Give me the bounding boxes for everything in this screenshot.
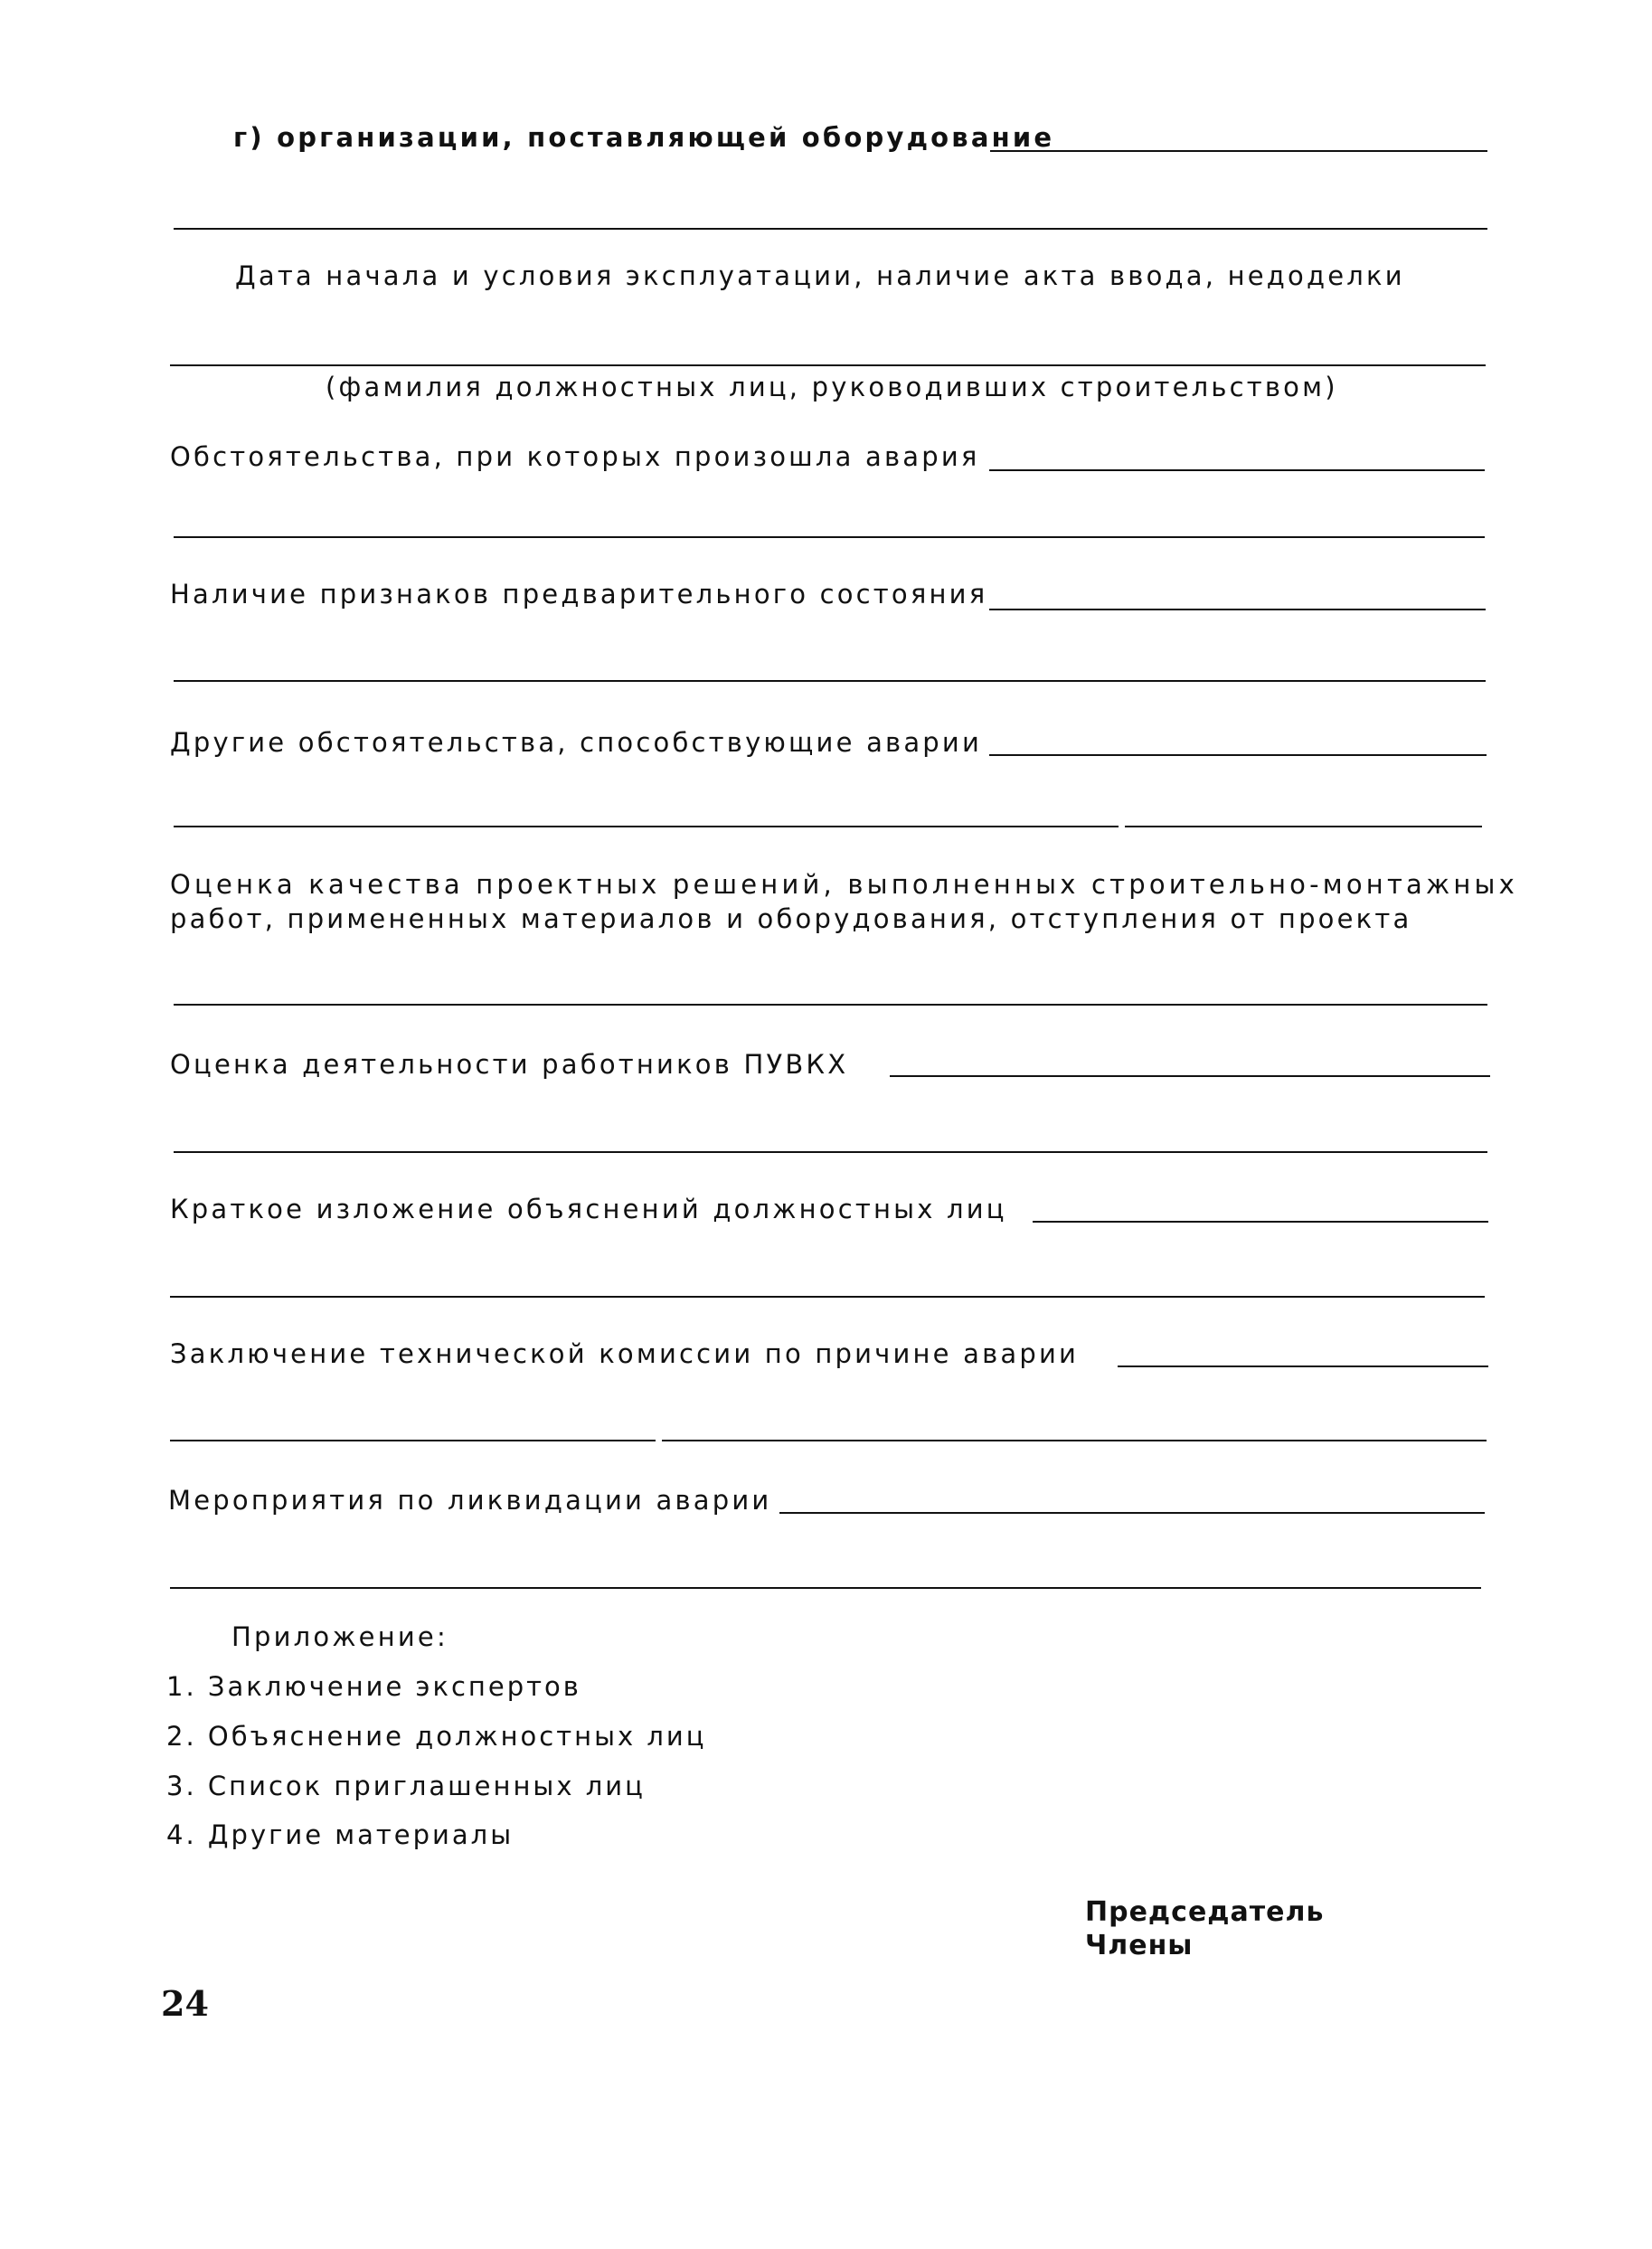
quality-label-line1: Оценка качества проектных решений, выполненных строительно-монтажных	[170, 869, 1518, 900]
appendix-item: 4. Другие материалы	[166, 1819, 514, 1850]
measures-line	[779, 1512, 1485, 1514]
appendix-item: 3. Список приглашенных лиц	[166, 1771, 646, 1801]
chairman-label: Председатель	[1085, 1896, 1325, 1928]
signs-line	[989, 609, 1486, 610]
explanations-line	[1033, 1221, 1488, 1223]
appendix-item: 1. Заключение экспертов	[166, 1671, 581, 1702]
page-number: 24	[161, 1983, 209, 2024]
staff-label: Оценка деятельности работников ПУВКХ	[170, 1049, 849, 1080]
conclusion-label: Заключение технической комиссии по причине аварии	[170, 1338, 1080, 1369]
appendix-heading: Приложение:	[231, 1621, 448, 1652]
members-label: Члены	[1085, 1930, 1194, 1961]
staff-line-2	[174, 1151, 1487, 1153]
conclusion-line-2b	[662, 1440, 1487, 1441]
conclusion-line	[1118, 1365, 1488, 1367]
other-circumstances-line-2b	[1125, 826, 1482, 827]
signs-line-2	[174, 680, 1486, 682]
staff-line	[890, 1075, 1490, 1077]
signs-label: Наличие признаков предварительного состояния	[170, 579, 988, 609]
circumstances-line-2	[174, 536, 1485, 538]
measures-line-2	[170, 1587, 1481, 1589]
officials-caption: (фамилия должностных лиц, руководивших строительством)	[326, 372, 1338, 402]
explanations-line-2	[170, 1296, 1485, 1298]
conclusion-line-2a	[170, 1440, 656, 1441]
explanations-label: Краткое изложение объяснений должностных лиц	[170, 1194, 1007, 1224]
start-date-line	[170, 364, 1486, 366]
org-supplier-line-2	[174, 228, 1487, 230]
other-circumstances-label: Другие обстоятельства, способствующие аварии	[170, 727, 983, 758]
quality-label-line2: работ, примененных материалов и оборудования, отступления от проекта	[170, 903, 1412, 934]
org-supplier-label: г) организации, поставляющей оборудование	[233, 122, 1055, 153]
quality-line	[174, 1004, 1487, 1006]
other-circumstances-line	[989, 754, 1487, 756]
circumstances-line	[989, 469, 1485, 471]
org-supplier-line	[990, 150, 1487, 152]
start-date-label: Дата начала и условия эксплуатации, наличие акта ввода, недоделки	[235, 260, 1405, 291]
appendix-item: 2. Объяснение должностных лиц	[166, 1721, 707, 1752]
circumstances-label: Обстоятельства, при которых произошла авария	[170, 441, 980, 472]
measures-label: Мероприятия по ликвидации аварии	[168, 1485, 772, 1516]
other-circumstances-line-2a	[174, 826, 1119, 827]
